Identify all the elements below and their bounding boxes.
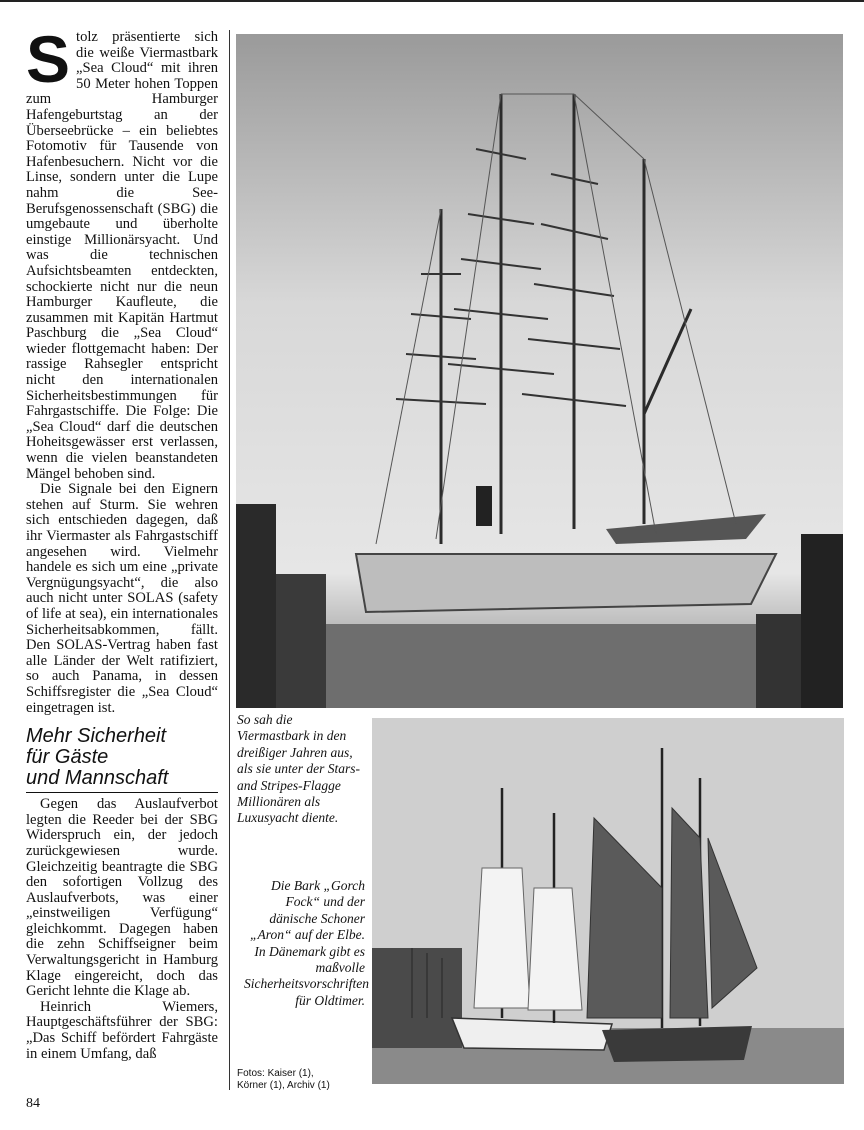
photo-gorch-fock-aron <box>372 718 844 1084</box>
paragraph-1 <box>26 22 218 482</box>
paragraph-1-text: tolz präsentierte sich die weiße Viermastbark „Sea Cloud“ mit ihren 50 Meter hohen Toppen zum Hamburger Hafengeburtstag an der Überseebrücke – ein beliebtes Fotomotiv für Tausende von Hafenbesuchern. Nicht vor die Linse, sondern unter die Lupe nahm die See-Berufsgenossenschaft (SBG) die umgebaute und überholte einstige Millionärsyacht. Und was die technischen Aufsichtsbeamten entdeckten, schockierte nicht nur die neun Hamburger Kaufleute, die zusammen mit Kapitän Hartmut Paschburg die „Sea Cloud“ wieder flottgemacht haben: Der rassige Rahsegler entspricht nicht den internationalen Sicherheitsbestimmungen für Fahrgastschiffe. Die Folge: Die „Sea Cloud“ darf die deutschen Hoheitsgewässer erst verlassen, wenn die vielen beanstandeten Mängel behoben sind. <box>26 29 218 482</box>
subheading-line-1: Mehr Sicherheit <box>26 725 167 748</box>
paragraph-4: Heinrich Wiemers, Hauptgeschäftsführer der SBG: „Das Schiff befördert Fahrgäste in einem Umfang, daß <box>26 998 218 1062</box>
subheading-line-3: und Mannschaft <box>26 767 169 790</box>
caption-photo-2: Die Bark „Gorch Fock“ und der dänische Schoner „Aron“ auf der Elbe. In Dänemark gibt es maßvolle Sicherheitsvorschriften für Oldtimer. <box>244 878 369 1008</box>
photo-credit-line-1: Fotos: Kaiser (1), <box>237 1068 314 1079</box>
article-column <box>26 22 218 1062</box>
drop-cap: S <box>26 22 71 96</box>
caption-photo-1: So sah die Viermastbark in den dreißiger Jahren aus, als sie unter der Stars- and Stripes-Flagge Millionären als Luxusyacht diente. <box>237 712 360 826</box>
top-rule <box>0 0 864 2</box>
subheading-line-2: für Gäste <box>26 746 109 769</box>
photo-credit-line-2: Körner (1), Archiv (1) <box>237 1080 330 1091</box>
paragraph-3: Gegen das Auslaufverbot legten die Reeder bei der SBG Widerspruch ein, der jedoch zurückgewiesen wurde. Gleichzeitig beantragte die SBG den sofortigen Vollzug des Auslaufverbots, was einer „einstweiligen Verfügung“ gleichkommt. Dagegen haben die zehn Schiffseigner beim Verwaltungsgericht in Hamburg Klage eingereicht, doch das Gericht lehnte die Klage ab. <box>26 796 218 1000</box>
photo-credit <box>237 1068 367 1092</box>
paragraph-2: Die Signale bei den Eignern stehen auf Sturm. Sie wehren sich entschieden dagegen, daß ihr Viermaster als Fahrgastschiff angesehen wird. Vielmehr handele es sich um eine „private Vergnügungsyacht“, die also auch nicht unter SOLAS (safety of life at sea), ein internationales Sicherheitsabkommen, fällt. Den SOLAS-Vertrag haben fast alle Länder der Welt ratifiziert, so auch Panama, in dessen Schiffsregister die „Sea Cloud“ eingetragen ist. <box>26 481 218 716</box>
subheading <box>26 726 218 793</box>
column-divider <box>229 30 230 1090</box>
photo-sea-cloud <box>236 34 843 708</box>
page-number: 84 <box>26 1096 40 1111</box>
